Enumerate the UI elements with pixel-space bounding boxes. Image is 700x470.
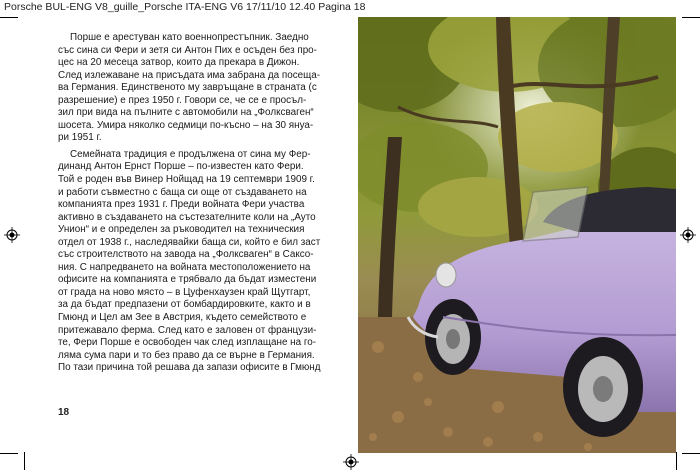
registration-mark-icon <box>343 454 359 470</box>
text-line: със строителството на завода на „Фолксваген“ в Саксо- <box>58 249 314 261</box>
text-line: Семейната традиция е продължена от сина му Фер- <box>70 148 311 160</box>
text-line: Той е роден във Винер Нойщад на 19 септември 1909 г. <box>58 174 315 186</box>
text-line: разрешение) е през 1950 г. Говори се, че се е просъл- <box>58 94 307 106</box>
text-line: шосета. Умира няколко седмици по-късно – на 30 януа- <box>58 119 314 131</box>
body-text-column <box>58 32 350 375</box>
page-number: 18 <box>58 407 70 418</box>
registration-mark-icon <box>680 227 696 243</box>
crop-mark <box>24 452 25 470</box>
text-line: Порше е арестуван като военнопрестъпник. Заедно <box>70 32 309 43</box>
crop-mark <box>0 453 18 454</box>
text-line: със сина си Фери и зетя си Антон Пих е осъден без про- <box>58 44 317 56</box>
car-photo <box>358 17 676 453</box>
text-line: от града на ново място – в Цуфенхаузен край Щутгарт, <box>58 286 311 298</box>
text-line: компанията през 1931 г. Преди войната Фери участва <box>58 199 305 211</box>
text-line: офисите на компанията е трябвало да бъдат изместени <box>58 274 317 286</box>
text-line: зил при вида на пълните с автомобили на „Фолксваген“ <box>58 107 314 119</box>
text-line: отдел от 1938 г., наследявайки баща си, който е бил заст <box>58 236 321 248</box>
text-line: активно в създаването на състезателните коли на „Ауто <box>58 211 316 223</box>
paragraph-2 <box>58 149 350 375</box>
text-line: ри 1951 г. <box>58 132 102 144</box>
text-line: те, Фери Порше е освободен чак след изплащане на го- <box>58 337 317 349</box>
text-line: Гмюнд и Цел ам Зее в Австрия, където семейството е <box>58 312 307 324</box>
text-line: След излежаване на присъдата има забрана да посеща- <box>58 69 321 81</box>
paragraph-1 <box>58 32 350 145</box>
text-line: ния. С напредването на войната местоположението на <box>58 261 311 273</box>
crop-mark <box>682 17 700 18</box>
crop-mark <box>682 453 700 454</box>
registration-mark-icon <box>4 227 20 243</box>
text-line: ляма сума пари и то без право да се върне в Германия. <box>58 349 315 361</box>
text-line: По тази причина той решава да запази офисите в Гмюнд <box>58 362 321 374</box>
text-line: динанд Антон Ернст Порше – по-известен като Фери. <box>58 161 304 173</box>
car-photo-illustration <box>358 17 676 453</box>
crop-mark <box>0 17 18 18</box>
crop-mark <box>676 452 677 470</box>
text-line: цес на 20 месеца затвор, които да прекара в Дижон. <box>58 57 300 69</box>
text-line: ва Германия. Единственото му завръщане в страната (с <box>58 82 317 94</box>
text-line: за да бъдат предпазени от бомбардировките, както и в <box>58 299 311 311</box>
text-line: и работи съвместно с баща си още от създаването на <box>58 186 307 198</box>
print-slug: Porsche BUL-ENG V8_guille_Porsche ITA-ENG V6 17/11/10 12.40 Pagina 18 <box>4 1 366 13</box>
text-line: притежавало ферма. След като е заловен от французи- <box>58 324 317 336</box>
text-line: Унион“ и е определен за ръководител на техническия <box>58 224 305 236</box>
